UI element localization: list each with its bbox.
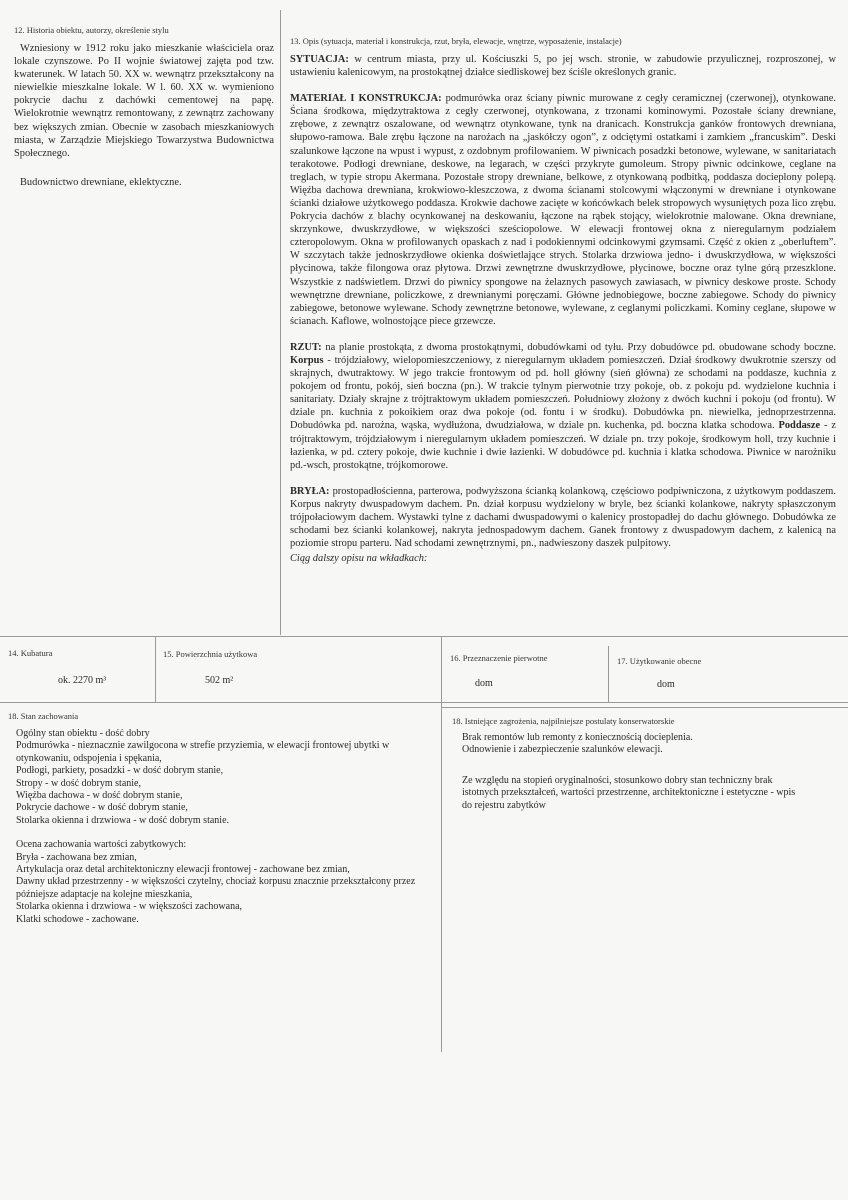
- uzytkowanie-value: dom: [657, 679, 675, 690]
- field-14-label: 14. Kubatura: [8, 648, 53, 658]
- state-text: Ogólny stan obiektu - dość dobry Podmurówka - nieznacznie zawilgocona w strefie przyziemia, w elewacji frontowej ubytki w otynkowaniu, odspojenia i spękania, Podłogi, parkiety, posadzki - w dość dobrym stanie, Stropy - w dość dobrym stanie, Więźba dachowa - w dość dobrym stanie, Pokrycie dachowe - w dość dobrym stanie, Stolarka okienna i drzwiowa - w dość dobrym stanie.: [16, 728, 390, 826]
- field-15-powierzchnia: [163, 649, 433, 686]
- field-18-label: 18. Stan zachowania: [8, 711, 79, 721]
- powierzchnia-value: 502 m²: [205, 675, 234, 686]
- rzut-text-a: na planie prostokąta, z dwoma prostokątnymi, dobudówkami od tyłu. Przy dobudówce pd. obudowane schody boczne.: [321, 341, 836, 353]
- continued-note: Ciąg dalszy opisu na wkładkach:: [290, 553, 428, 565]
- divider-horizontal-2: [0, 702, 848, 703]
- przeznaczenie-value: dom: [475, 678, 493, 689]
- sytuacja-text: w centrum miasta, przy ul. Kościuszki 5, po jej wsch. stronie, w zabudowie przyulicznej, rozproszonej, w ustawieniu kalenicowym, na prostokątnej działce siedliskowej bez ściśle określonych granic.: [290, 54, 836, 79]
- field-17-label: 17. Użytkowanie obecne: [617, 656, 702, 666]
- material-heading: MATERIAŁ I KONSTRUKCJA:: [290, 93, 442, 105]
- postulate-text: Ze względu na stopień oryginalności, stosunkowo dobry stan techniczny brak istotnych przekształceń, wartości przestrzenne, architektoniczne i estetyczne - wpis do rejestru zabytków: [462, 774, 796, 811]
- field-13-description: [290, 36, 836, 565]
- divider-powierzchnia: [441, 636, 442, 1052]
- assessment-text: Ocena zachowania wartości zabytkowych: Bryła - zachowana bez zmian, Artykulacja oraz detal architektoniczny elewacji frontowej - zachowane bez zmian, Dawny układ przestrzenny - w większości czytelny, chociaż korpusu znacznie przekształcony przez późniejsze adaptacje na kolejne mieszkania, Stolarka okienna i drzwiowa - w większości zachowana, Klatki schodowe - zachowane.: [16, 839, 416, 925]
- section-sytuacja: [290, 53, 836, 79]
- rzut-text-c: - z trójtraktowym, trójdziałowym i nieregularnym układem pomieszczeń. W dziale pn. trzy pokoje, środkowym holl, trzy kuchnie i łazienka, w pd. cztery pokoje, dwie kuchnie i dwie łazienki. W dobudówce pd. kuchnia i klatka schodowa. Piwnice w narożniku pd.-wsch, prostokątne, trójkomorowe.: [290, 420, 836, 471]
- section-material: [290, 92, 836, 328]
- field-19-label: 18. Istniejące zagrożenia, najpilniejsze postulaty konserwatorskie: [452, 716, 675, 726]
- section-rzut: [290, 341, 836, 472]
- material-text: podmurówka oraz ściany piwnic murowane z cegły ceramicznej (czerwonej), otynkowane. Ściana środkowa, międzytraktowa z cegły czerwonej, otynkowana, z trzonami kominowymi. Pozostałe ściany drewniane, zrębowe, z zewnątrz oszalowane, od wewnątrz otynkowane, tynk na dranicach. Konstrukcja ganków frontowych drewniana, słupowo-ramowa. Bale zrębu łączone na narożach na „jaskółczy ogon”, z odciętymi ostatkami i zamkiem „francuskim”. Deski szalunkowe łączone na wpust i wypust, z ozdobnym profilowaniem. W piwnicach posadzki betonowe, wylewane, w sanitariatach terakotowe. Podłogi drewniane, deskowe, na legarach, w części przykryte gumoleum. Stropy piwnic odcinkowe, ceglane na treglach, w typie stropu Akermana. Pozostałe stropy drewniane, belkowe, z otynkowaną podbitką, poddasza docieplony polepą. Więźba dachowa drewniana, krokwiowo-kleszczowa, z dwoma ścianami stolcowymi włączonymi w drewniane i otynkowane ścianki działowe użytkowego poddasza. Krokwie dachowe zacięte w końcówkach belek stropowych wysuniętych poza lico zrębu. Pokrycia dachów z blachy ocynkowanej na deskowaniu, łączone na rąbek stojący, wielokrotnie malowane. Okna drewniane, skrzynkowe, dwuskrzydłowe, w większości sześciopolowe. W elewacji frontowej okna z nieregularnym podziałem czteropolowym. Okna w profilowanych opaskach z nad i podokiennymi odcinkowymi gzymsami. Część z okien z „oberluftem”. W szczytach także jednoskrzydłowe okienka doświetlające strych. Stolarka drzwiowa jedno- i dwuskrzydłowa, w większości płycinowa, także filongowa oraz płytowa. Drzwi zewnętrzne dwuskrzydłowe, płycinowe, boczne oraz tylne górą przeszklone. Wszystkie z nadświetlem. Drzwi do piwnicy spongowe na żelaznych pasowych zawiasach, w piwnicy deskowe proste. Schody wewnętrzne drewniane, policzkowe, z drewnianymi poręczami. Główne jednobiegowe, boczne zabiegowe. Schody do piwnicy zabiegowe, betonowe wylewane. Schody zewnętrzne betonowe, wylewane, z ceglanymi policzkami. Kominy ceglane, słupowe w ścianach. Kaflowe, wolnostojące piece grzewcze.: [290, 93, 836, 327]
- field-18-stan: [8, 711, 434, 926]
- divider-vertical-top: [280, 10, 281, 635]
- rzut-heading: RZUT:: [290, 341, 322, 353]
- field-16-przeznaczenie: [450, 653, 600, 689]
- field-18-zagrozenia: [452, 716, 832, 812]
- field-12-label: 12. Historia obiektu, autorzy, określenie stylu: [14, 25, 169, 35]
- threats-text: Brak remontów lub remonty z koniecznością docieplenia. Odnowienie i zabezpieczenie szalunków elewacji.: [462, 732, 693, 756]
- kubatura-value: ok. 2270 m³: [58, 675, 107, 686]
- field-15-label: 15. Powierzchnia użytkowa: [163, 649, 258, 659]
- field-16-label: 16. Przeznaczenie pierwotne: [450, 653, 548, 663]
- divider-przeznaczenie: [608, 646, 609, 702]
- section-bryla: [290, 485, 836, 550]
- divider-kubatura: [155, 636, 156, 702]
- bryla-text: prostopadłościenna, parterowa, podwyższona ścianką kolankową, częściowo podpiwniczona, z użytkowym poddaszem. Korpus nakryty dwuspadowym dachem. Pn. dział korpusu wydzielony w bryle, bez ścianki kolankowe, nakryty spłaszczonym trójpołaciowym dachem. Wystawki tylne z dachami dwuspadowymi o kalenicy prostopadłej do dachu głównego. Dobudówka ze schodami bez ścianki kolankowej, nakryta jednospadowym dachem. Ganek frontowy z dwuspadowym dachem, z kalenicą na poziomie stropu parteru. Nad schodami zewnętrznymi, pn., nadwieszony daszek pulpitowy.: [290, 485, 836, 550]
- divider-horizontal-1: [0, 636, 848, 637]
- style-text: Budownictwo drewniane, eklektyczne.: [20, 176, 182, 188]
- field-12-history: [14, 25, 274, 189]
- poddasze-heading: Poddasze: [778, 420, 821, 432]
- korpus-heading: Korpus: [290, 354, 324, 366]
- sytuacja-heading: SYTUACJA:: [290, 54, 349, 65]
- rzut-text-b: - trójdziałowy, wielopomieszczeniowy, z nieregularnym układem pomieszczeń. Dział środkowy dwukrotnie szerszy od skrajnych, dwutraktowy. W jego trakcie frontowym od pd. holl główny (sień główna) ze schodami na poddasze, kuchnia z pokojem od frontu, pokój, sień boczna (pn.). W trakcie tylnym pierwotnie trzy pokoje, ob. z pokoju pd. wydzielone kuchnia i sanitariaty. Działy skrajne z trójtraktowym układem pomieszczeń. Południowy złożony z dwóch kuchni i pokoju (od frontu). W dziale pn. kuchnia z pokoikiem oraz dwa pokoje (od. fontu i w środku). Dobudówka pn. niewielka, jednoprzestrzenna. Dobudówka pd. narożna, wąska, wydłużona, dwudziałowa, w dziale pn. kuchenka, pd. boczna klatka schodowa.: [290, 354, 836, 432]
- history-text: Wzniesiony w 1912 roku jako mieszkanie właściciela oraz lokale czynszowe. Po II wojnie światowej zajęta pod tzw. kwaterunek. W latach 50. XX w. wewnątrz przekształcony na niewielkie mieszkalne lokale. W l. 60. XX w. wymieniono pokrycie dachu z dachówki cementowej na papę. Wielokrotnie wewnątrz remontowany, z zewnątrz zachowany bez większych zmian. Obecnie w zasobach mieszkaniowych miasta, w Zarządzie Miejskiego Towarzystwa Budownictwa Społecznego.: [14, 43, 274, 159]
- divider-horizontal-2b: [441, 707, 848, 708]
- field-13-label: 13. Opis (sytuacja, materiał i konstrukcja, rzut, bryła, elewacje, wnętrze, wyposażenie, instalacje): [290, 36, 622, 46]
- bryla-heading: BRYŁA:: [290, 485, 330, 497]
- field-14-kubatura: [8, 648, 148, 686]
- field-17-uzytkowanie: [617, 656, 842, 690]
